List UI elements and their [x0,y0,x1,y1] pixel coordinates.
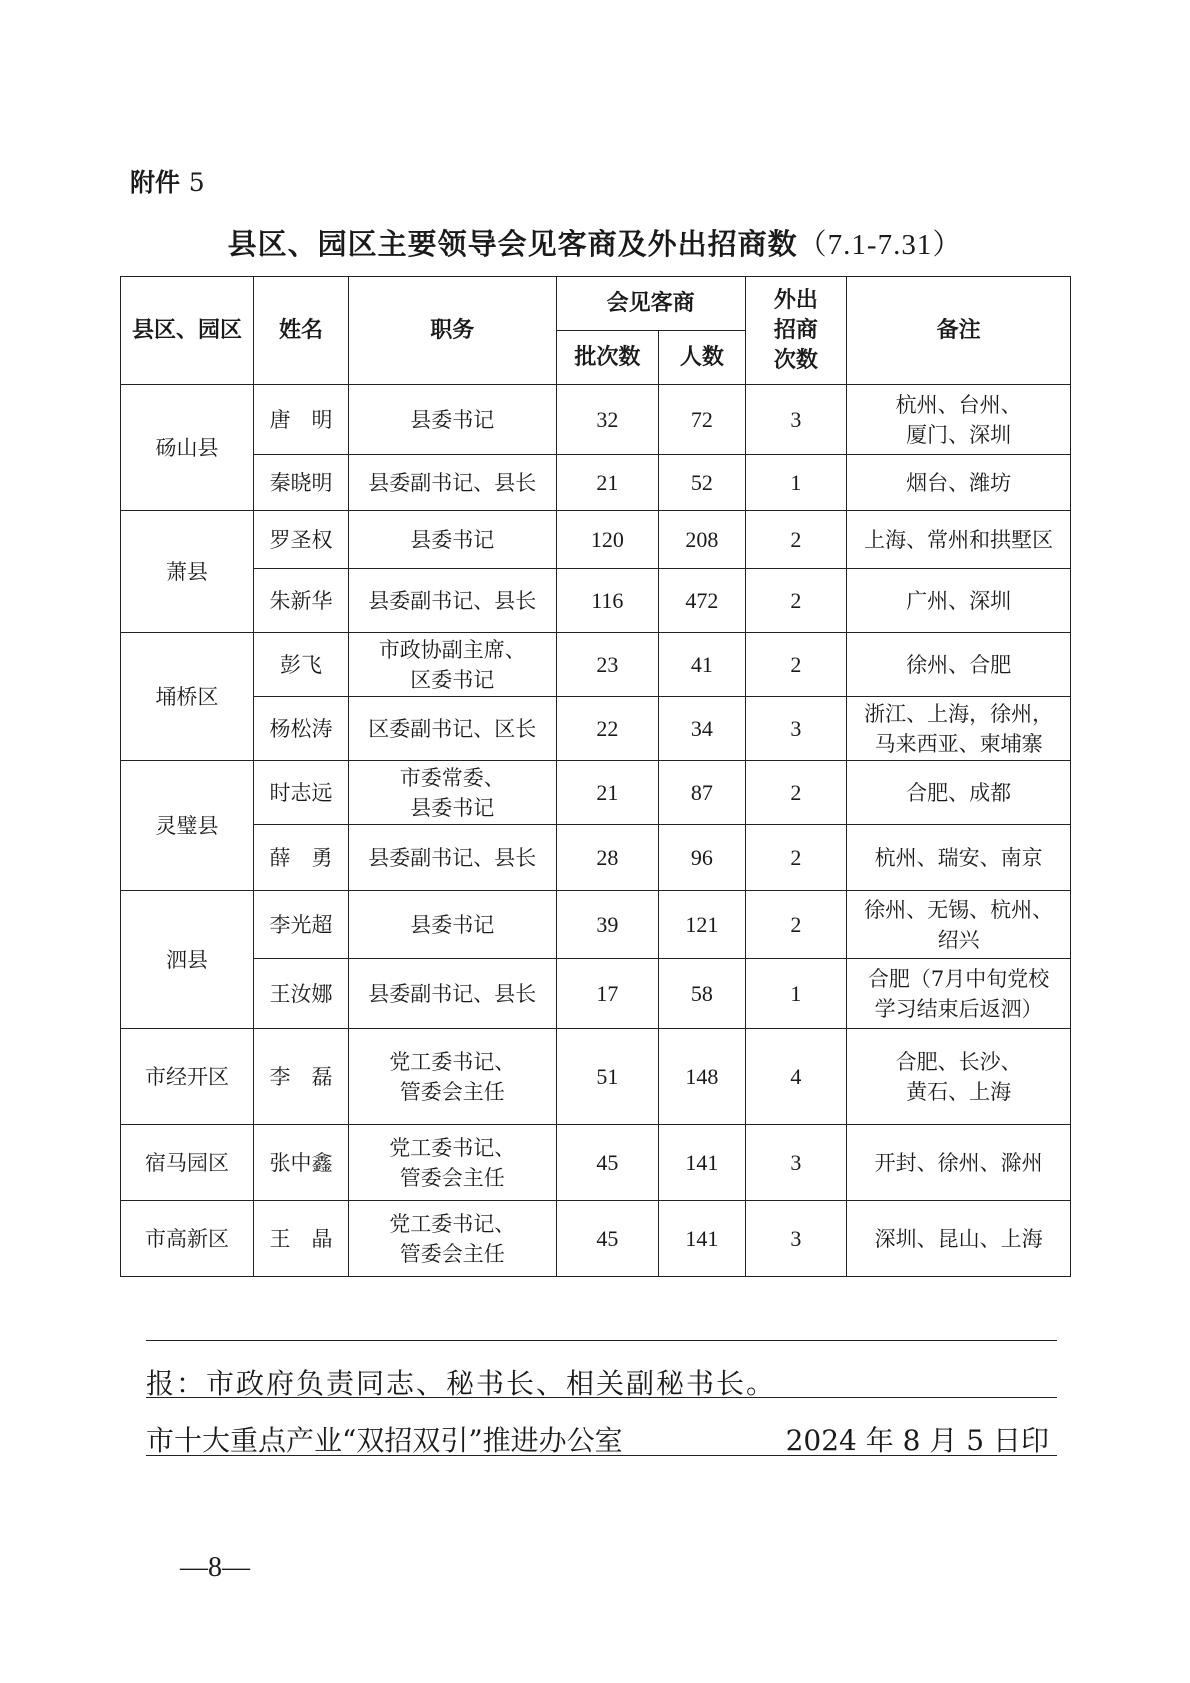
table-row [121,455,1071,511]
cell-trips: 2 [745,825,847,891]
cell-position [349,1029,557,1125]
position-line: 党工委书记、 [389,1211,516,1236]
cell-name: 唐 明 [253,385,348,455]
table-row [121,761,1071,825]
footer-divider-top [146,1340,1057,1341]
position-line: 党工委书记、 [389,1135,516,1160]
header-meetings: 会见客商 [556,277,745,331]
cell-batches: 28 [556,825,659,891]
cell-people: 52 [659,455,745,511]
header-row [121,277,1071,331]
cell-trips: 3 [745,697,847,761]
document-title-text: 县区、园区主要领导会见客商及外出招商数 [227,227,798,261]
cell-batches: 120 [556,511,659,569]
cell-people: 208 [659,511,745,569]
remarks-line: 浙江、上海，徐州， [864,701,1054,726]
remarks-line: 学习结束后返泗） [874,996,1043,1021]
cell-position: 县委副书记、县长 [349,959,557,1029]
cell-batches: 22 [556,697,659,761]
cell-trips: 1 [745,959,847,1029]
cell-district: 埇桥区 [121,633,254,761]
table-row [121,959,1071,1029]
cell-name: 李光超 [253,891,348,959]
header-position: 职务 [349,277,557,385]
table-row [121,825,1071,891]
cell-position: 区委副书记、区长 [349,697,557,761]
header-district: 县区、园区 [121,277,254,385]
remarks-line: 绍兴 [937,927,980,952]
cell-people: 141 [659,1125,745,1201]
table-row [121,891,1071,959]
cell-district: 砀山县 [121,385,254,511]
position-line: 区委书记 [410,667,495,692]
cell-people: 121 [659,891,745,959]
table-row [121,1029,1071,1125]
cell-name: 王 晶 [253,1201,348,1277]
header-trips-line: 外出 [773,287,818,313]
cell-name: 王汝娜 [253,959,348,1029]
cell-trips: 3 [745,1201,847,1277]
cell-position: 县委副书记、县长 [349,825,557,891]
cell-trips: 2 [745,511,847,569]
attachment-number: 5 [188,168,205,197]
cell-remarks [847,1029,1071,1125]
header-remarks: 备注 [847,277,1071,385]
cell-batches: 45 [556,1201,659,1277]
cell-name: 罗圣权 [253,511,348,569]
cell-trips: 2 [745,761,847,825]
header-people: 人数 [659,331,745,385]
cell-batches: 21 [556,761,659,825]
header-batches: 批次数 [556,331,659,385]
cell-name: 秦晓明 [253,455,348,511]
cell-remarks: 烟台、潍坊 [847,455,1071,511]
cell-batches: 51 [556,1029,659,1125]
issuer-line [146,1419,1057,1459]
cell-batches: 23 [556,633,659,697]
cell-district: 市经开区 [121,1029,254,1125]
cell-trips: 1 [745,455,847,511]
cell-position [349,1125,557,1201]
table-row [121,511,1071,569]
cell-batches: 39 [556,891,659,959]
table-row [121,1201,1071,1277]
position-line: 县委书记 [410,795,495,820]
cell-name: 李 磊 [253,1029,348,1125]
cell-trips: 2 [745,569,847,633]
cell-remarks: 开封、徐州、滁州 [847,1125,1071,1201]
cell-people: 72 [659,385,745,455]
cell-people: 34 [659,697,745,761]
cell-position: 县委副书记、县长 [349,569,557,633]
position-line: 管委会主任 [399,1165,505,1190]
cell-trips: 2 [745,891,847,959]
cell-remarks: 合肥、成都 [847,761,1071,825]
cell-name: 时志远 [253,761,348,825]
cell-batches: 17 [556,959,659,1029]
cell-name: 薛 勇 [253,825,348,891]
cell-position: 县委书记 [349,385,557,455]
cell-trips: 3 [745,1125,847,1201]
cell-district: 灵璧县 [121,761,254,891]
cell-remarks [847,697,1071,761]
cell-position: 县委书记 [349,511,557,569]
cell-remarks: 徐州、合肥 [847,633,1071,697]
position-line: 市政协副主席、 [378,637,526,662]
cell-name: 张中鑫 [253,1125,348,1201]
cell-remarks [847,959,1071,1029]
cell-district: 泗县 [121,891,254,1029]
cell-district: 市高新区 [121,1201,254,1277]
summary-table [120,276,1071,1277]
document-title-range: （7.1-7.31） [797,229,963,261]
remarks-line: 徐州、无锡、杭州、 [864,897,1054,922]
cell-people: 472 [659,569,745,633]
cell-people: 96 [659,825,745,891]
position-line: 管委会主任 [399,1241,505,1266]
header-trips-line: 招商 [773,317,818,343]
cell-name: 朱新华 [253,569,348,633]
cell-people: 41 [659,633,745,697]
header-trips-line: 次数 [773,347,818,373]
position-line: 管委会主任 [399,1079,505,1104]
table-row [121,633,1071,697]
position-line: 市委常委、 [399,765,505,790]
cell-position [349,633,557,697]
cell-batches: 32 [556,385,659,455]
cell-position: 县委书记 [349,891,557,959]
cell-name: 杨松涛 [253,697,348,761]
cell-people: 141 [659,1201,745,1277]
cell-trips: 2 [745,633,847,697]
cell-trips: 3 [745,385,847,455]
cell-position [349,761,557,825]
attachment-label-text: 附件 [130,168,181,197]
attachment-label [130,163,205,199]
cell-batches: 21 [556,455,659,511]
print-date: 2024 年 8 月 5 日印 [785,1424,1049,1457]
cell-name: 彭飞 [253,633,348,697]
cell-remarks: 广州、深圳 [847,569,1071,633]
position-line: 党工委书记、 [389,1049,516,1074]
cell-remarks [847,385,1071,455]
header-name: 姓名 [253,277,348,385]
cell-remarks: 深圳、昆山、上海 [847,1201,1071,1277]
cell-people: 87 [659,761,745,825]
remarks-line: 马来西亚、柬埔寨 [874,731,1043,756]
table-row [121,385,1071,455]
cell-district: 萧县 [121,511,254,633]
cell-people: 58 [659,959,745,1029]
cell-position [349,1201,557,1277]
cell-people: 148 [659,1029,745,1125]
remarks-line: 厦门、深圳 [906,422,1012,447]
cell-district: 宿马园区 [121,1125,254,1201]
remarks-line: 黄石、上海 [906,1079,1012,1104]
cell-position: 县委副书记、县长 [349,455,557,511]
page-number: —8— [180,1552,250,1583]
table-row [121,569,1071,633]
distribution-note: 报：市政府负责同志、秘书长、相关副秘书长。 [146,1367,777,1400]
document-title [120,222,1070,263]
footer-divider-middle [146,1397,1057,1398]
cell-batches: 45 [556,1125,659,1201]
cell-remarks: 杭州、瑞安、南京 [847,825,1071,891]
header-trips [745,277,847,385]
cell-remarks [847,891,1071,959]
remarks-line: 合肥、长沙、 [895,1049,1022,1074]
cell-trips: 4 [745,1029,847,1125]
cell-remarks: 上海、常州和拱墅区 [847,511,1071,569]
footer-divider-bottom [146,1455,1057,1456]
cell-batches: 116 [556,569,659,633]
table-row [121,1125,1071,1201]
remarks-line: 杭州、台州、 [895,392,1022,417]
table-row [121,697,1071,761]
issuing-office: 市十大重点产业“双招双引”推进办公室 [146,1424,623,1457]
remarks-line: 合肥（7月中旬党校 [867,966,1050,991]
